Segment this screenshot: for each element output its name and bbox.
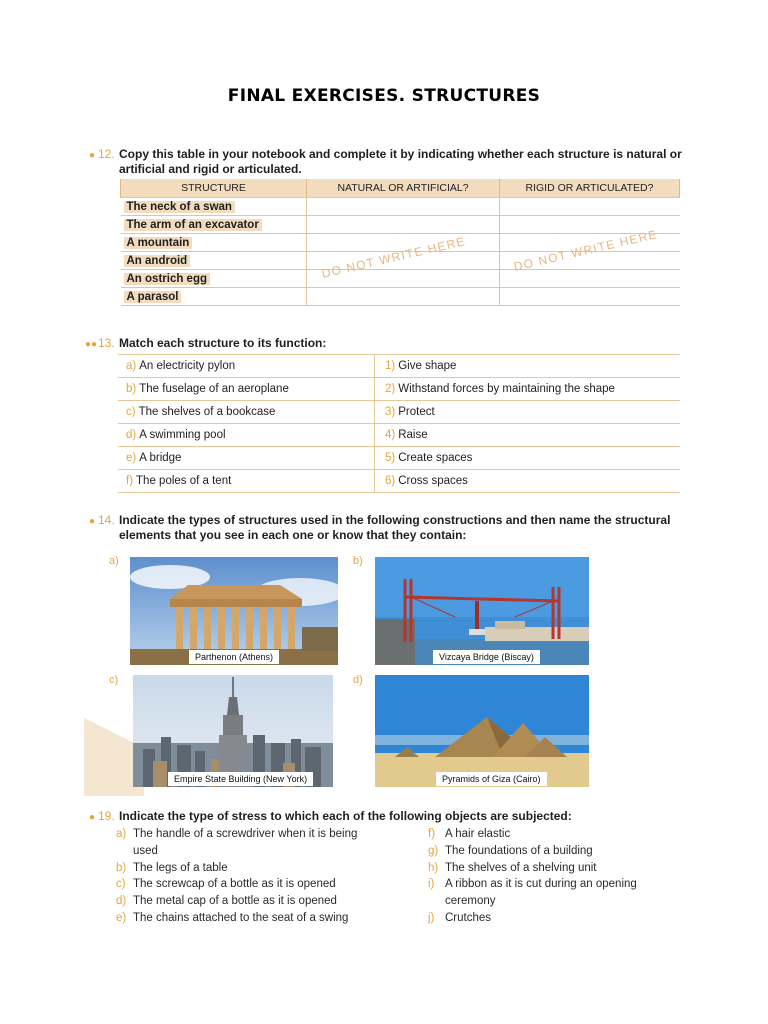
- structure-item: The poles of a tent: [136, 475, 232, 487]
- photo-label: d): [353, 674, 363, 686]
- item-letter: b): [126, 383, 137, 395]
- structure-label: An ostrich egg: [124, 273, 211, 285]
- q19-right-list: [428, 826, 688, 927]
- structure-item: A bridge: [139, 452, 182, 464]
- structure-label: An android: [124, 255, 191, 267]
- structure-label: A mountain: [124, 237, 193, 249]
- watermark: DO NOT WRITE HERE: [320, 234, 468, 281]
- vizcaya-bridge-photo: [375, 557, 589, 665]
- difficulty-dot-icon: ●: [89, 516, 96, 527]
- difficulty-dot-icon: ●: [89, 812, 96, 823]
- table-row: [118, 378, 680, 401]
- photo-caption: Empire State Building (New York): [168, 772, 313, 786]
- table-row: [121, 198, 680, 216]
- q19-text: Indicate the type of stress to which each of the following objects are subjected:: [119, 809, 572, 823]
- item-letter: a): [126, 360, 137, 372]
- function-item: Raise: [398, 429, 428, 441]
- function-item: Protect: [398, 406, 435, 418]
- q13-number: 13.: [98, 336, 115, 350]
- item-number: 3): [385, 406, 396, 418]
- q19-number: 19.: [98, 809, 115, 823]
- item-number: 5): [385, 452, 396, 464]
- list-item: c) The screwcap of a bottle as it is opened: [116, 878, 336, 891]
- table-row: [118, 401, 680, 424]
- function-item: Cross spaces: [398, 475, 468, 487]
- list-item: a) The handle of a screwdriver when it is being used: [116, 828, 358, 857]
- table-row: [118, 355, 680, 378]
- structure-item: The shelves of a bookcase: [138, 406, 276, 418]
- q19-left-list: [116, 826, 406, 927]
- table-header: NATURAL OR ARTIFICIAL?: [307, 179, 500, 198]
- table-row: [118, 447, 680, 470]
- q14-text: Indicate the types of structures used in the following constructions and then name the structural elements that you see in each one or know that they contain:: [119, 513, 671, 542]
- table-row: [121, 270, 680, 288]
- structure-item: An electricity pylon: [139, 360, 236, 372]
- table-row: [118, 424, 680, 447]
- item-letter: c): [126, 406, 136, 418]
- photo-caption: Vizcaya Bridge (Biscay): [433, 650, 540, 664]
- list-item: e) The chains attached to the seat of a swing: [116, 911, 349, 924]
- list-item: f) A hair elastic: [428, 828, 511, 840]
- pyramids-photo: [375, 675, 589, 787]
- q13-match-table: [118, 354, 680, 493]
- structure-item: A swimming pool: [139, 429, 226, 441]
- list-item: j) Crutches: [428, 911, 492, 924]
- list-item: i) A ribbon as it is cut during an opening ceremony: [428, 878, 637, 908]
- list-item: g) The foundations of a building: [428, 844, 593, 857]
- item-number: 4): [385, 429, 396, 441]
- difficulty-dot-icon: ●●: [85, 339, 98, 350]
- list-item: d) The metal cap of a bottle as it is opened: [116, 895, 337, 908]
- photo-caption: Parthenon (Athens): [189, 650, 279, 664]
- table-row: [118, 470, 680, 493]
- q14-number: 14.: [98, 513, 115, 527]
- item-number: 6): [385, 475, 396, 487]
- function-item: Create spaces: [398, 452, 473, 464]
- function-item: Give shape: [398, 360, 457, 372]
- item-letter: f): [126, 475, 134, 487]
- structure-item: The fuselage of an aeroplane: [139, 383, 289, 395]
- difficulty-dot-icon: ●: [89, 150, 96, 161]
- q13-text: Match each structure to its function:: [119, 336, 327, 350]
- item-letter: e): [126, 452, 137, 464]
- q12-text: Copy this table in your notebook and complete it by indicating whether each structure is natural or artificial and rigid or articulated.: [119, 147, 682, 176]
- list-item: h) The shelves of a shelving unit: [428, 861, 597, 874]
- photo-label: a): [109, 555, 119, 567]
- photo-label: c): [109, 674, 119, 686]
- table-row: [121, 216, 680, 234]
- list-item: b) The legs of a table: [116, 861, 228, 874]
- q12-number: 12.: [98, 147, 115, 161]
- structure-label: The arm of an excavator: [124, 219, 262, 231]
- parthenon-photo: [130, 557, 338, 665]
- item-number: 1): [385, 360, 396, 372]
- watermark: DO NOT WRITE HERE: [512, 227, 660, 274]
- structure-label: The neck of a swan: [124, 201, 235, 213]
- table-header: RIGID OR ARTICULATED?: [500, 179, 680, 198]
- function-item: Withstand forces by maintaining the shape: [398, 383, 615, 395]
- empire-state-photo: [133, 675, 333, 787]
- photo-label: b): [353, 555, 363, 567]
- structure-label: A parasol: [124, 291, 182, 303]
- table-row: [121, 288, 680, 306]
- page-title: FINAL EXERCISES. STRUCTURES: [227, 86, 541, 106]
- photo-caption: Pyramids of Giza (Cairo): [436, 772, 547, 786]
- item-number: 2): [385, 383, 396, 395]
- table-header: STRUCTURE: [121, 179, 307, 198]
- item-letter: d): [126, 429, 137, 441]
